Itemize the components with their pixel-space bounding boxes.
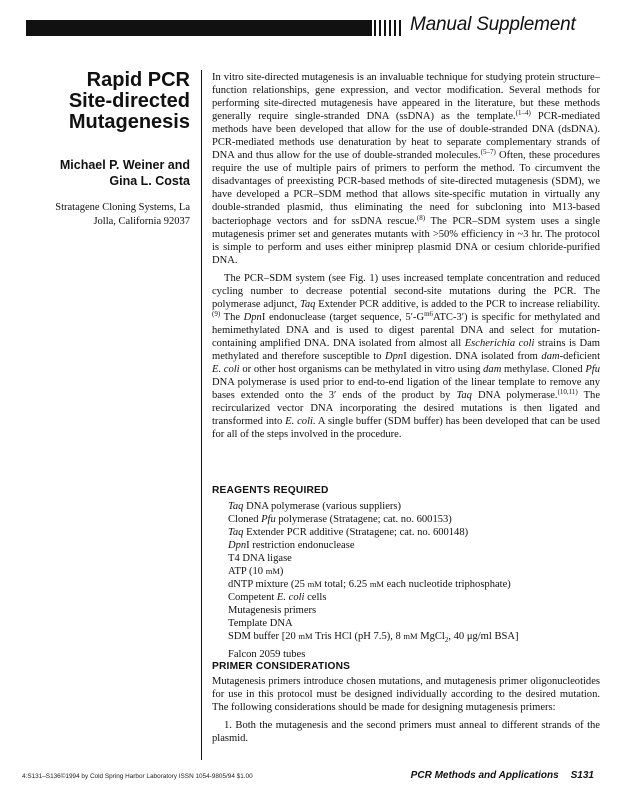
list-item: T4 DNA ligase [228,553,292,565]
affiliation: Stratagene Cloning Systems, La Jolla, California 92037 [55,202,190,227]
list-item: DpnI restriction endonuclease [228,540,355,552]
reagents-section [212,485,600,661]
list-item: Mutagenesis primers [228,605,317,617]
primer-section [212,661,600,745]
primer-item-1: 1. Both the mutagenesis and the second primers must anneal to different strands of the plasmid. [212,720,600,745]
list-item: Taq DNA polymerase (various suppliers) [228,501,402,512]
journal-name: PCR Methods and Applications [410,770,559,781]
list-item: Taq Extender PCR additive (Stratagene; cat. no. 600148) [228,527,469,539]
list-item: dNTP mixture (25 mM total; 6.25 mM each nucleotide triphosphate) [228,579,511,591]
list-item: Competent E. coli cells [228,592,327,604]
paragraph-intro: In vitro site-directed mutagenesis is an invaluable technique for studying protein structure–function relationships, gene expression, and vector modification. Several methods for performing site-directed mutagenesis have appeared in the literature, but these methods generally require single-stranded DNA (ssDNA) as the template.$^{(1-4)}$ PCR-mediated methods have been developed that allow for the use of double-stranded DNA (dsDNA). PCR-mediated methods use denaturation by heat to separate complementary strands of DNA and thus allow for the use of double-stranded molecules.$^{(5-7)}$ Often, these procedures require the use of multiple pairs of primers to perform the method. To circumvent the disadvantages of preexisting PCR-based methods of site-directed mutagenesis (SDM), we have developed a PCR–SDM method that allows site-specific mutation in virtually any double-stranded plasmid, thus eliminating the need for subcloning into M13-based bacteriophage vectors and for ssDNA rescue.$^{(8)}$ The PCR–SDM system uses a single mutagenesis primer set and generates mutants with >50% efficiency in ~3 hr. The protocol is simple to perform and uses either miniprep plasmid DNA or cesium chloride-purified DNA. [212,72,600,266]
reagent-list [212,500,600,661]
primer-intro: Mutagenesis primers introduce chosen mutations, and mutagenesis primer oligonucleotides for use in this protocol must be designed individually according to the desired mutation. The following considerations should be made for designing mutagenesis primers: [212,676,600,714]
article-sidebar [20,70,190,229]
footer-citation: 4:S131–S136©1994 by Cold Spring Harbor Laboratory ISSN 1054-9805/94 $1.00 [22,773,253,780]
footer-journal [411,770,594,781]
paragraph-method: The PCR–SDM system (see Fig. 1) uses increased template concentration and reduced cycling number to decrease potential second-site mutations during the PCR. The polymerase adjunct, Taq Extender PCR additive, is added to the PCR to increase reliability.$^{(9)}$ The DpnI endonuclease (target sequence, $5'-G^{m6}ATC-3'$) is specific for methylated and hemimethylated DNA and is used to digest parental DNA and select for mutation-containing amplified DNA. DNA isolated from almost all Escherichia coli strains is Dam methylated and therefore susceptible to DpnI digestion. DNA isolated from dam-deficient E. coli or other host organisms can be methylated in vitro using dam methylase. Cloned Pfu DNA polymerase is used prior to end-to-end ligation of the linear template to remove any bases extended onto the 3′ ends of the product by Taq DNA polymerase.$^{(10,11)}$ The recircularized vector DNA incorporating the desired mutations is then ligated and transformed into E. coli. A single buffer (SDM buffer) has been developed that can be used for all of the steps involved in the procedure. [212,272,601,441]
page-number: S131 [570,770,594,781]
authors: Michael P. Weiner and Gina L. Costa [59,158,190,188]
reagents-heading: REAGENTS REQUIRED [212,485,329,496]
header-stripes [372,20,406,36]
list-item: ATP (10 mM) [228,566,284,578]
list-item: Falcon 2059 tubes [228,648,306,660]
list-item: SDM buffer [20 mM Tris HCl (pH 7.5), 8 mM MgCl$_2$, 40 μg/ml BSA] [228,631,519,645]
list-item: Template DNA [228,618,293,630]
main-text [212,71,600,441]
list-item: Cloned Pfu polymerase (Stratagene; cat. no. 600153) [228,514,452,526]
column-divider [201,70,202,760]
primer-heading: PRIMER CONSIDERATIONS [212,661,351,672]
section-title: Manual Supplement [410,14,576,35]
article-title: Rapid PCR Site-directed Mutagenesis [68,69,190,133]
header-bar [26,20,372,36]
